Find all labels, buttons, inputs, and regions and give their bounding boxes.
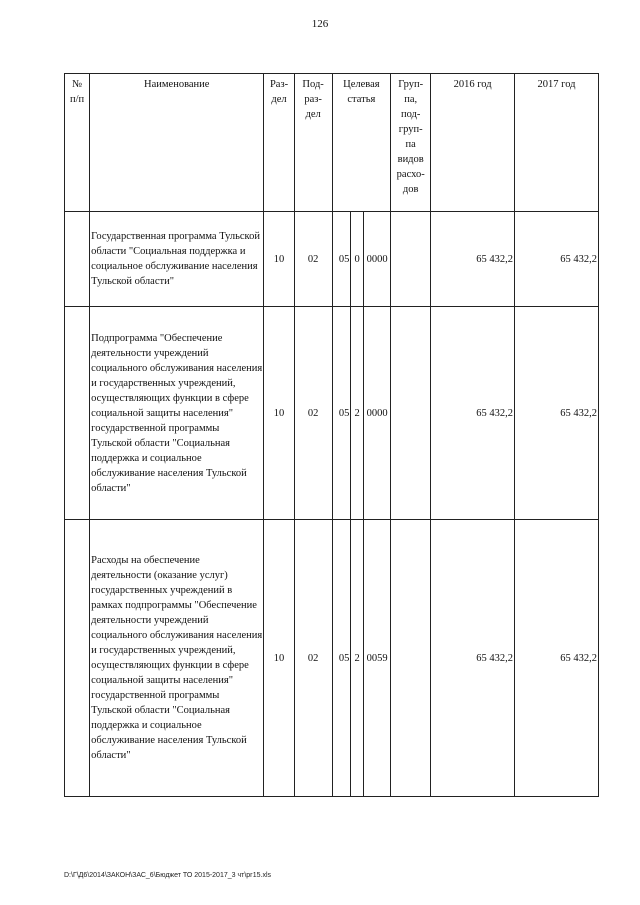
row-article-subprogram: 0 — [351, 212, 364, 307]
header-expense-group: Груп- па, под- груп- па видов расхо- дов — [391, 74, 431, 212]
row-year-2016: 65 432,2 — [431, 212, 515, 307]
row-subsection: 02 — [294, 212, 332, 307]
row-article-direction: 0000 — [363, 212, 390, 307]
row-expense-group — [391, 307, 431, 520]
budget-table — [64, 73, 599, 797]
row-year-2017: 65 432,2 — [515, 307, 599, 520]
header-section: Раз- дел — [264, 74, 294, 212]
header-name: Наименование — [90, 74, 264, 212]
row-year-2017: 65 432,2 — [515, 212, 599, 307]
row-num — [65, 212, 90, 307]
row-year-2016: 65 432,2 — [431, 520, 515, 797]
row-section: 10 — [264, 520, 294, 797]
table-row — [65, 307, 599, 520]
page-number: 126 — [311, 18, 329, 30]
row-name: Расходы на обеспечение деятельности (оказание услуг) государственных учреждений в рамках подпрограммы "Обеспечение деятельности учреждений социального обслуживания населения и государственных учреждений, осуществляющих функции в сфере социальной защиты населения" государственной программы Тульской области "Социальная поддержка и социальное обслуживание населения Тульской области" — [90, 520, 264, 797]
row-subsection: 02 — [294, 520, 332, 797]
row-name: Подпрограмма "Обеспечение деятельности учреждений социального обслуживания населения и государственных учреждений, осуществляющих функции в сфере социальной защиты населения" государственной программы Тульской области "Социальная поддержка и социальное обслуживание населения Тульской области" — [90, 307, 264, 520]
row-section: 10 — [264, 307, 294, 520]
table-row — [65, 520, 599, 797]
row-num — [65, 307, 90, 520]
row-article-program: 05 — [332, 520, 351, 797]
row-year-2016: 65 432,2 — [431, 307, 515, 520]
header-year-2016: 2016 год — [431, 74, 515, 212]
row-section: 10 — [264, 212, 294, 307]
row-article-subprogram: 2 — [351, 307, 364, 520]
row-article-program: 05 — [332, 212, 351, 307]
table-header-row — [65, 74, 599, 212]
row-article-subprogram: 2 — [351, 520, 364, 797]
row-article-direction: 0000 — [363, 307, 390, 520]
table-row — [65, 212, 599, 307]
header-year-2017: 2017 год — [515, 74, 599, 212]
header-target-article: Целевая статья — [332, 74, 391, 212]
row-subsection: 02 — [294, 307, 332, 520]
header-subsection: Под- раз- дел — [294, 74, 332, 212]
row-name: Государственная программа Тульской области "Социальная поддержка и социальное обслуживание населения Тульской области" — [90, 212, 264, 307]
row-article-program: 05 — [332, 307, 351, 520]
row-year-2017: 65 432,2 — [515, 520, 599, 797]
row-expense-group — [391, 520, 431, 797]
row-num — [65, 520, 90, 797]
row-expense-group — [391, 212, 431, 307]
header-num: № п/п — [65, 74, 90, 212]
row-article-direction: 0059 — [363, 520, 390, 797]
file-path-footer: D:\Г\Д6\2014\ЗАКОН\ЗАС_6\Бюджет ТО 2015-2017_3 чт\рг15.xls — [64, 872, 272, 879]
